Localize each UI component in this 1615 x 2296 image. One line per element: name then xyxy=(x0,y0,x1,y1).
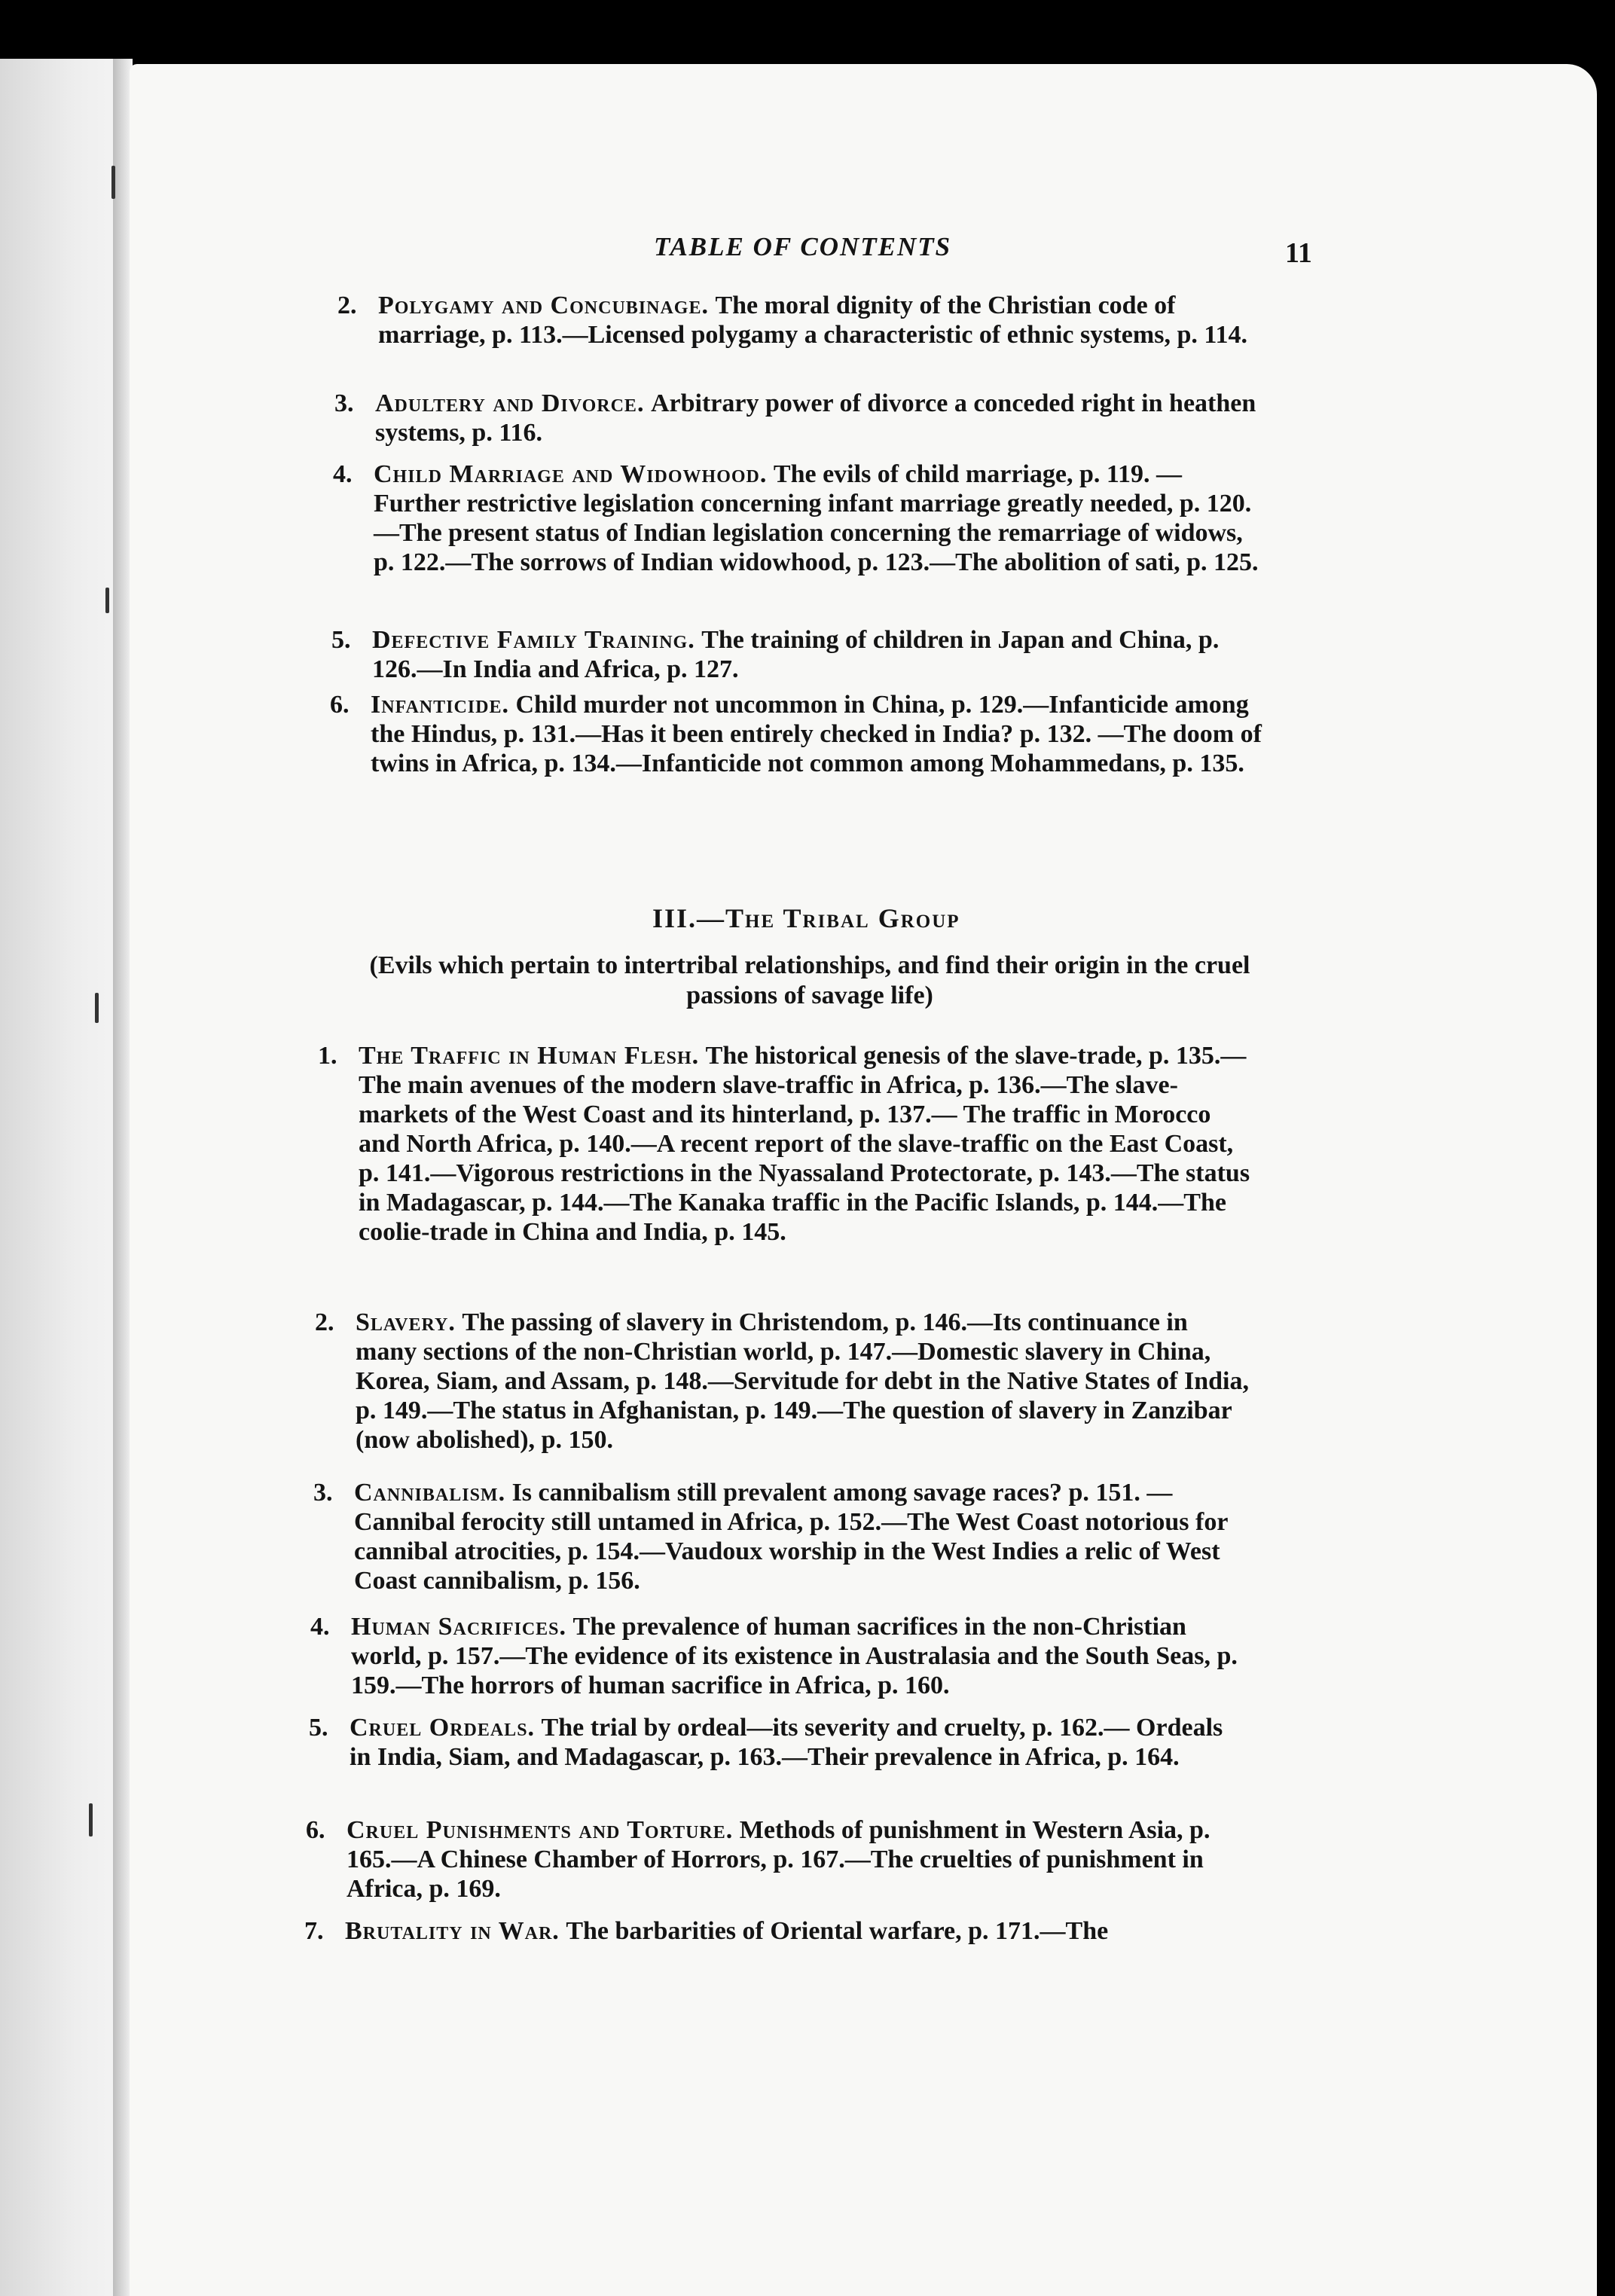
entry-number: 3. xyxy=(313,1479,333,1507)
entry-number: 2. xyxy=(337,292,357,319)
entry-text: Methods of punishment in Western Asia, p. 165.—A Chinese Chamber of Horrors, p. 167.—The cruelties of punishment in Africa, p. 169. xyxy=(347,1816,1210,1903)
binding-mark xyxy=(95,993,99,1023)
toc-entry xyxy=(313,1478,1247,1595)
entry-number: 4. xyxy=(333,460,353,488)
running-header: TABLE OF CONTENTS xyxy=(654,232,952,261)
entry-heading: Cannibalism. xyxy=(354,1479,506,1507)
entry-number: 3. xyxy=(334,389,354,417)
toc-entry xyxy=(331,625,1265,684)
section-title: III.—The Tribal Group xyxy=(652,903,960,933)
entry-heading: Human Sacrifices. xyxy=(351,1613,567,1641)
toc-entry xyxy=(334,389,1265,447)
entry-heading: Polygamy and Concubinage. xyxy=(378,292,709,319)
toc-entry xyxy=(310,1612,1246,1700)
entry-heading: Adultery and Divorce. xyxy=(375,389,645,417)
entry-number: 5. xyxy=(331,626,351,654)
entry-text: The barbarities of Oriental warfare, p. 171.—The xyxy=(566,1917,1109,1945)
entry-text: The trial by ordeal—its severity and cruelty, p. 162.— Ordeals in India, Siam, and Madagascar, p. 163.—Their prevalence in Africa, p. 164. xyxy=(350,1714,1223,1771)
entry-heading: The Traffic in Human Flesh. xyxy=(359,1042,700,1070)
entry-text: The passing of slavery in Christendom, p. 146.—Its continuance in many sections of the non-Christian world, p. 147.—Domestic slavery in China, Korea, Siam, and Assam, p. 148.—Servitude for debt in the Native States of India, p. 149.—The status in Afghanistan, p. 149.—The question of slavery in Zanzibar (now abolished), p. 150. xyxy=(356,1308,1249,1454)
entry-number: 4. xyxy=(310,1613,330,1641)
entry-text: Child murder not uncommon in China, p. 129.—Infanticide among the Hindus, p. 131.—Has it been entirely checked in India? p. 132. —The doom of twins in Africa, p. 134.—Infanticide not common among Mohammedans, p. 135. xyxy=(371,691,1262,777)
entry-text: Arbitrary power of divorce a conceded right in heathen systems, p. 116. xyxy=(375,389,1256,447)
toc-entry xyxy=(309,1713,1244,1772)
section-subtitle: (Evils which pertain to intertribal relationships, and find their origin in the cruel passions of savage life) xyxy=(369,951,1250,1009)
toc-entry xyxy=(330,690,1265,778)
entry-number: 5. xyxy=(309,1714,328,1742)
entry-text: Is cannibalism still prevalent among savage races? p. 151. —Cannibal ferocity still untamed in Africa, p. 152.—The West Coast notorious for cannibal atrocities, p. 154.—Vaudoux worship in the West Indies a relic of West Coast cannibalism, p. 156. xyxy=(354,1479,1228,1595)
entry-text: The historical genesis of the slave-trade, p. 135.—The main avenues of the modern slave-traffic in Africa, p. 136.—The slave-markets of the West Coast and its hinterland, p. 137.— The traffic in Morocco and North Africa, p. 140.—A recent report of the slave-traffic on the East Coast, p. 141.—Vigorous restrictions in the Nyassaland Protectorate, p. 143.—The status in Madagascar, p. 144.—The Kanaka traffic in the Pacific Islands, p. 144.—The coolie-trade in China and India, p. 145. xyxy=(359,1042,1250,1246)
entry-number: 2. xyxy=(315,1308,334,1336)
entry-heading: Cruel Ordeals. xyxy=(350,1714,536,1742)
binding-mark xyxy=(105,588,109,613)
page-number: 11 xyxy=(1285,237,1312,269)
entry-number: 6. xyxy=(330,691,350,719)
entry-number: 6. xyxy=(306,1816,325,1844)
binding-mark xyxy=(111,166,115,199)
entry-text: The moral dignity of the Christian code of marriage, p. 113.—Licensed polygamy a characteristic of ethnic systems, p. 114. xyxy=(378,292,1247,349)
toc-entry xyxy=(315,1308,1249,1455)
binding-mark xyxy=(89,1803,93,1836)
entry-heading: Cruel Punishments and Torture. xyxy=(347,1816,734,1844)
entry-text: The evils of child marriage, p. 119. —Further restrictive legislation concerning infant marriage greatly needed, p. 120.—The present status of Indian legislation concerning the remarriage of widows, p. 122.—The sorrows of Indian widowhood, p. 123.—The abolition of sati, p. 125. xyxy=(374,460,1259,576)
entry-heading: Brutality in War. xyxy=(345,1917,560,1945)
entry-heading: Slavery. xyxy=(356,1308,456,1336)
left-page-edge xyxy=(0,59,127,2296)
entry-heading: Infanticide. xyxy=(371,691,509,719)
toc-entry xyxy=(333,460,1265,577)
entry-heading: Defective Family Training. xyxy=(372,626,695,654)
toc-entry xyxy=(304,1916,1243,1946)
toc-entry xyxy=(306,1815,1243,1904)
toc-entry xyxy=(337,291,1267,350)
entry-text: The prevalence of human sacrifices in the non-Christian world, p. 157.—The evidence of its existence in Australasia and the South Seas, p. 159.—The horrors of human sacrifice in Africa, p. 160. xyxy=(351,1613,1238,1699)
entry-number: 7. xyxy=(304,1917,324,1945)
entry-number: 1. xyxy=(318,1042,337,1070)
entry-text: The training of children in Japan and China, p. 126.—In India and Africa, p. 127. xyxy=(372,626,1220,683)
toc-entry xyxy=(318,1041,1250,1247)
entry-heading: Child Marriage and Widowhood. xyxy=(374,460,768,488)
